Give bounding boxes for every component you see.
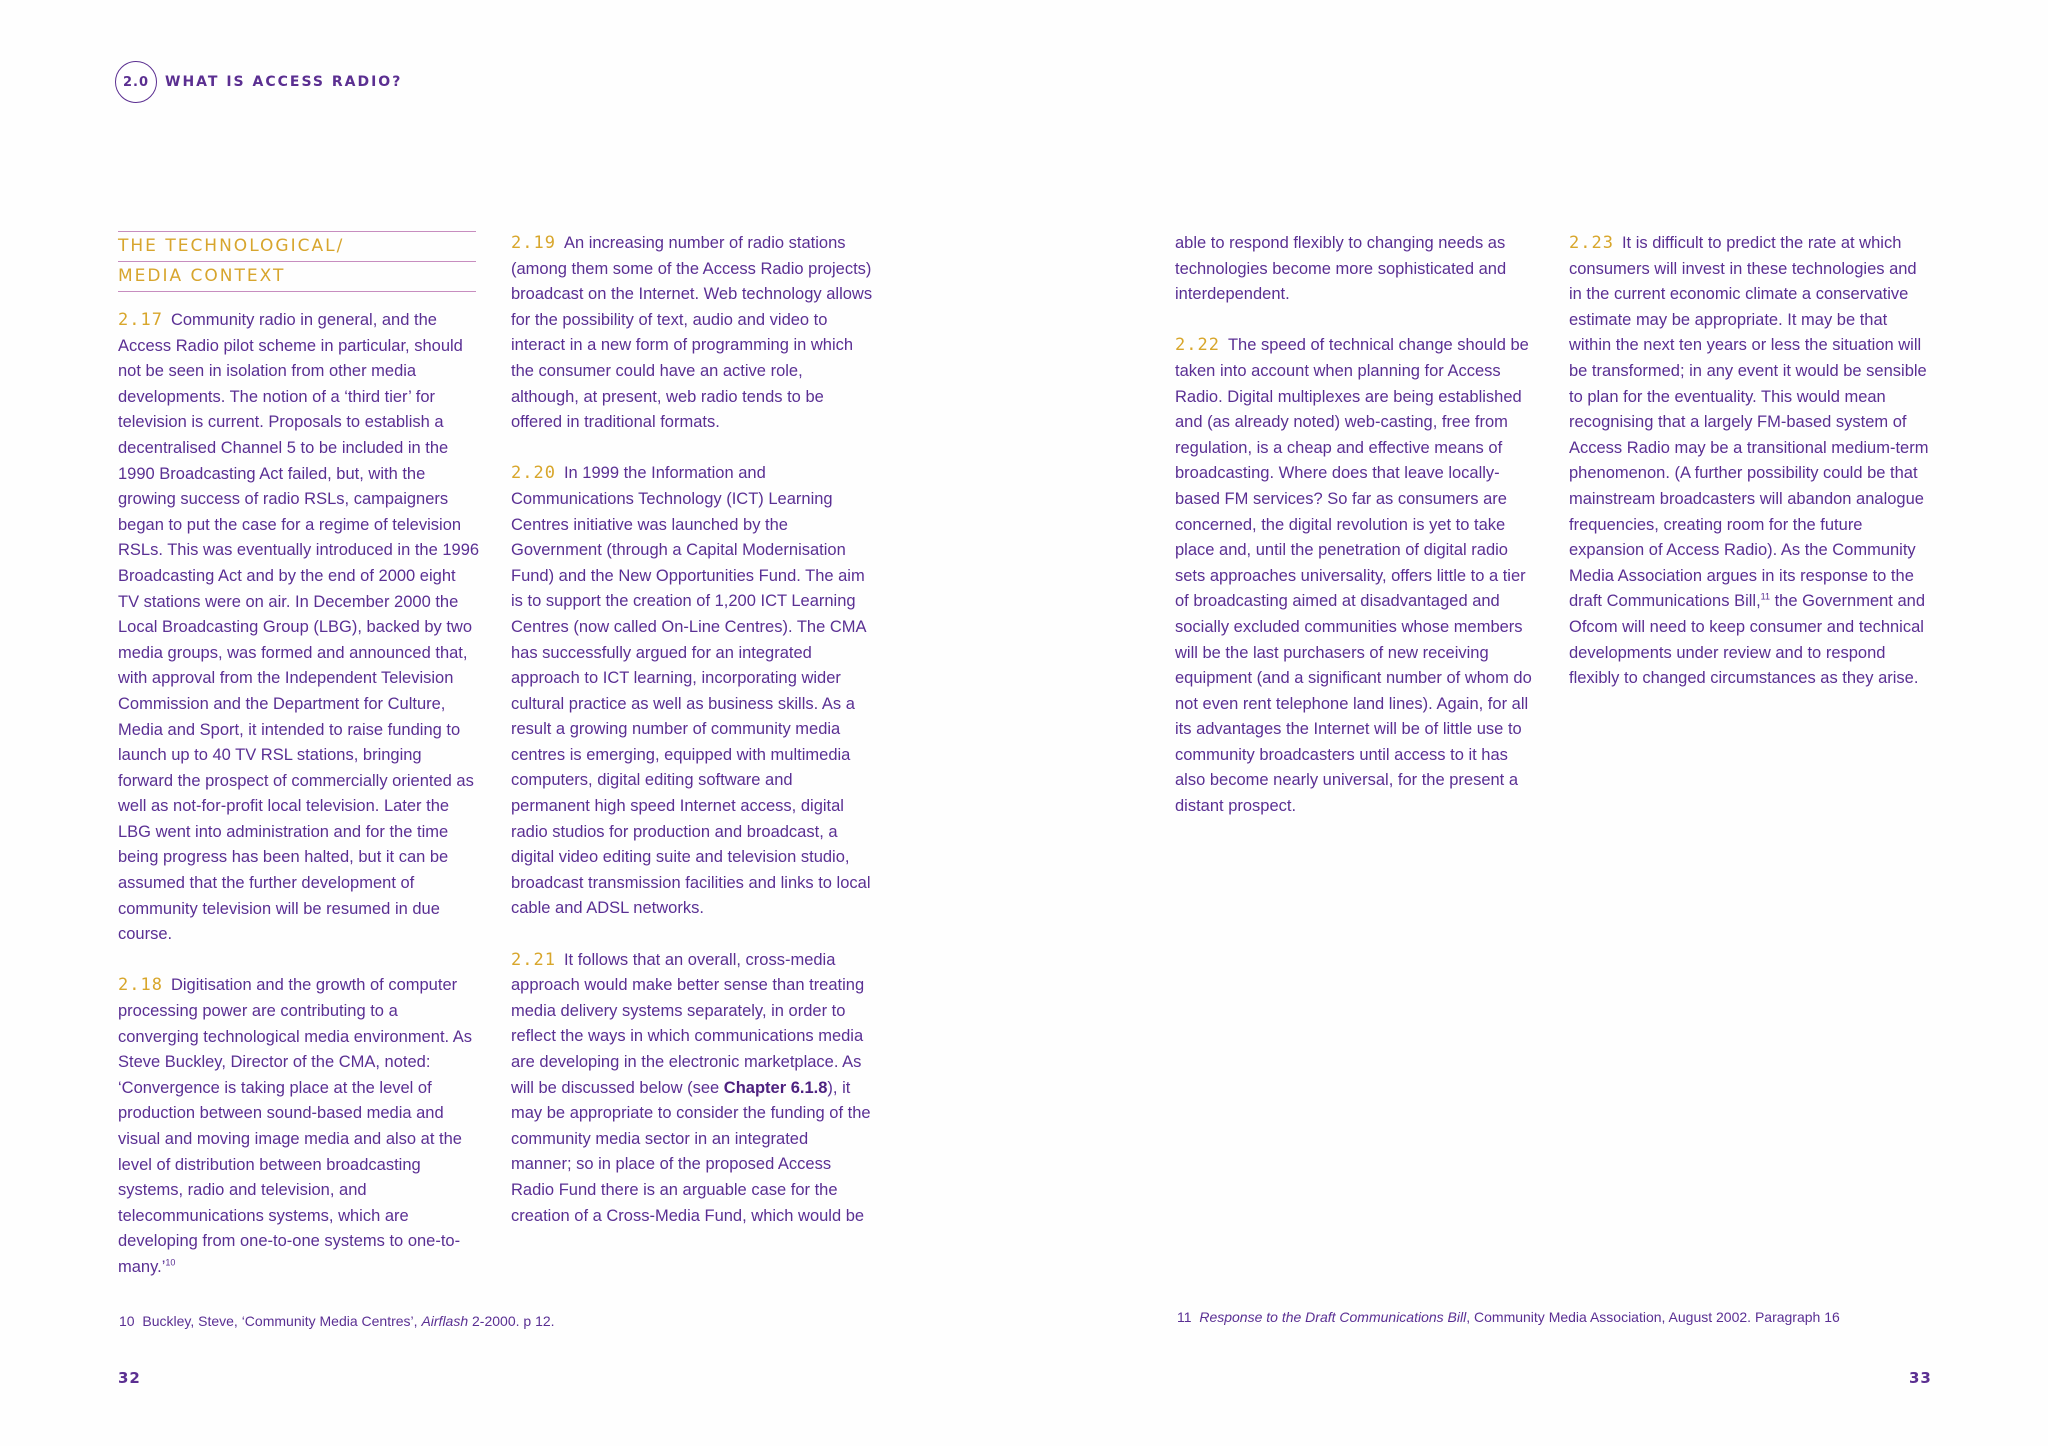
footnote-reference[interactable]: 11 [1760,591,1770,602]
section-number-badge: 2.0 [115,61,157,103]
paragraph-text: Community radio in general, and the Access Radio pilot scheme in particular, should not be seen in isolation from other media developments. The notion of a ‘third tier’ for television is current. Proposals to establish a decentralised Channel 5 to be included in the 1990 Broadcasting Act failed, but, with the growing success of radio RSLs, campaigners began to put the case for a regime of television RSLs. This was eventually introduced in the 1996 Broadcasting Act and by the end of 2000 eight TV stations were on air. In December 2000 the Local Broadcasting Group (LBG), backed by two media groups, was formed and announced that, with approval from the Independent Television Commission and the Department for Culture, Media and Sport, it intended to raise funding to launch up to 40 TV RSL stations, bringing forward the prospect of commercially oriented as well as not-for-profit local television. Later the LBG went into administration and for the time being progress has been halted, but it can be assumed that the further development of community television will be resumed in due course. [118,311,480,944]
heading-line-1: THE TECHNOLOGICAL/ [118,236,345,256]
running-head [115,60,402,104]
paragraph-continuation: able to respond flexibly to changing needs as technologies become more sophisticated and interdependent. [1175,234,1507,304]
footnote-number: 11 [1177,1309,1192,1325]
paragraph-2-17 [118,308,480,948]
paragraph-text: An increasing number of radio stations (among them some of the Access Radio projects) broadcast on the Internet. Web technology allows for the possibility of text, audio and video to interact in a new form of programming in which the consumer could have an active role, although, at present, web radio tends to be offered in traditional formats. [511,234,873,432]
paragraph-number: 2.21 [511,949,556,970]
paragraph-2-20 [511,461,873,922]
footnote-number: 10 [119,1313,135,1329]
paragraph-2-23 [1569,231,1931,692]
column-3 [1175,231,1537,845]
page-number-right: 33 [1909,1369,1932,1387]
column-2 [511,231,873,1255]
footnote-publication: Response to the Draft Communications Bill [1199,1309,1467,1325]
subsection-heading [118,231,476,292]
footnote-text-end: 2-2000. p 12. [468,1313,555,1329]
column-4 [1569,231,1931,717]
footnote-text-end: , Community Media Association, August 2002. Paragraph 16 [1466,1309,1840,1325]
paragraph-text: In 1999 the Information and Communications Technology (ICT) Learning Centres initiative was launched by the Government (through a Capital Modernisation Fund) and the New Opportunities Fund. The aim is to support the creation of 1,200 ICT Learning Centres (now called On-Line Centres). The CMA has successfully argued for an integrated approach to ICT learning, incorporating wider cultural practice as well as business skills. As a result a growing number of community media centres is emerging, equipped with multimedia computers, digital editing software and permanent high speed Internet access, digital radio studios for production and broadcast, a digital video editing suite and television studio, broadcast transmission facilities and links to local cable and ADSL networks. [511,464,871,918]
paragraph-number: 2.18 [118,975,163,996]
paragraph-2-21 [511,948,873,1230]
footnote-reference[interactable]: 10 [165,1257,176,1268]
paragraph-number: 2.17 [118,310,163,330]
column-1 [118,231,480,1306]
section-title: WHAT IS ACCESS RADIO? [165,74,403,90]
paragraph-2-18 [118,973,480,1280]
heading-line-2: MEDIA CONTEXT [118,261,476,291]
paragraph-number: 2.20 [511,463,556,484]
paragraph-number: 2.23 [1569,233,1614,253]
paragraph-2-19 [511,231,873,436]
paragraph-text: It is difficult to predict the rate at which consumers will invest in these technologies and in the current economic climate a conservative estimate may be appropriate. It may be that within the next ten years or less the situation will be transformed; in any event it would be sensible to plan for the eventuality. This would mean recognising that a largely FM-based system of Access Radio may be a transitional medium-term phenomenon. (A further possibility could be that mainstream broadcasters will abandon analogue frequencies, creating room for the future expansion of Access Radio). As the Community Media Association argues in its response to the draft Communications Bill, [1569,234,1929,611]
footnote-text: Buckley, Steve, ‘Community Media Centres’, [142,1313,422,1329]
paragraph-2-22 [1175,333,1537,819]
chapter-cross-reference[interactable]: Chapter 6.1.8 [723,1078,828,1097]
paragraph-text: The speed of technical change should be taken into account when planning for Access Radio. Digital multiplexes are being established and (as already noted) web-casting, free from regulation, is a cheap and effective means of broadcasting. Where does that leave locally-based FM services? So far as consumers are concerned, the digital revolution is yet to take place and, until the penetration of digital radio sets approaches universality, offers little to a tier of broadcasting aimed at disadvantaged and socially excluded communities whose members will be the last purchasers of new receiving equipment (and a significant number of whom do not even rent telephone land lines). Again, for all its advantages the Internet will be of little use to community broadcasters until access to it has also become nearly universal, for the present a distant prospect. [1175,336,1532,816]
paragraph-text: Digitisation and the growth of computer processing power are contributing to a converging technological media environment. As Steve Buckley, Director of the CMA, noted: ‘Convergence is taking place at the level of production between sound-based media and visual and moving image media and also at the level of distribution between broadcasting systems, radio and television, and telecommunications systems, which are developing from one-to-one systems to one-to-many.’ [118,976,473,1276]
paragraph-number: 2.19 [511,233,556,253]
paragraph-number: 2.22 [1175,335,1220,356]
paragraph-text-continued: the Government and Ofcom will need to keep consumer and technical developments under review and to respond flexibly to changed circumstances as they arise. [1569,592,1926,688]
footnote-publication: Airflash [421,1313,469,1329]
footnote-11 [1177,1307,1840,1327]
paragraph-text: It follows that an overall, cross-media approach would make better sense than treating media delivery systems separately, in order to reflect the ways in which communications media are developing in the electronic marketplace. As will be discussed below (see [511,950,865,1097]
page-number-left: 32 [118,1369,141,1387]
footnote-10 [119,1311,555,1331]
paragraph-text-continued: ), it may be appropriate to consider the funding of the community media sector in an integrated manner; so in place of the proposed Access Radio Fund there is an arguable case for the creation of a Cross-Media Fund, which would be [511,1078,871,1225]
